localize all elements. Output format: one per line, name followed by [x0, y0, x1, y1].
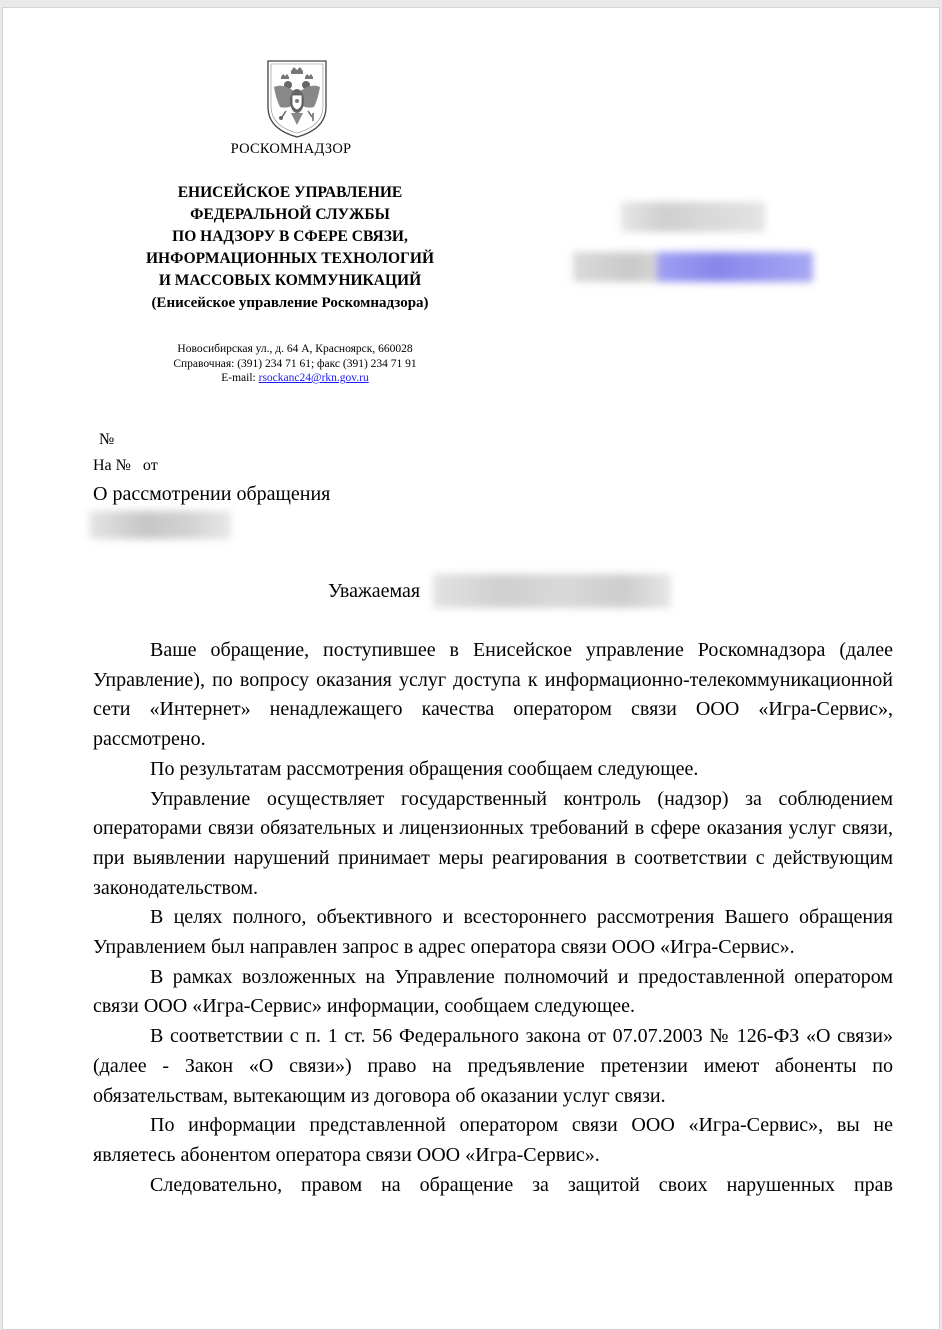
org-line: ФЕДЕРАЛЬНОЙ СЛУЖБЫ [190, 206, 390, 223]
org-short-name: (Енисейское управление Роскомнадзора) [151, 295, 429, 311]
reply-number-label: На № [93, 457, 131, 474]
outgoing-number: № [99, 431, 115, 448]
reply-date-label: от [142, 457, 158, 474]
email-label: E-mail: [221, 372, 259, 384]
document-page [2, 7, 940, 1330]
email-link[interactable]: rsockanc24@rkn.gov.ru [258, 372, 369, 384]
phone-line: Справочная: (391) 234 71 61; факс (391) 234 71 91 [173, 357, 417, 370]
organization-name [99, 182, 481, 314]
letter-subject: О рассмотрении обращения [93, 483, 331, 505]
org-line: И МАССОВЫХ КОММУНИКАЦИЙ [158, 272, 422, 289]
letter-body [93, 636, 893, 1200]
org-line: ЕНИСЕЙСКОЕ УПРАВЛЕНИЕ [177, 184, 403, 201]
reply-reference [93, 457, 158, 475]
redacted-addressee-name [433, 574, 671, 608]
agency-name: РОСКОМНАДЗОР [230, 141, 352, 157]
body-paragraph: Следовательно, правом на обращение за защитой своих нарушенных прав [150, 1173, 893, 1196]
address-line: Новосибирская ул., д. 64 А, Красноярск, 660028 [177, 343, 413, 355]
contact-block [133, 342, 457, 386]
body-paragraph: В целях полного, объективного и всестороннего рассмотрения Вашего обращения Управлением был направлен запрос в адрес оператора связи ООО «Игра-Сервис». [93, 906, 893, 959]
redacted-subject-detail [89, 511, 231, 539]
email-line [133, 371, 457, 386]
org-line: ПО НАДЗОРУ В СФЕРЕ СВЯЗИ, [172, 228, 408, 245]
body-paragraph: Управление осуществляет государственный контроль (надзор) за соблюдением операторами связи обязательных и лицензионных требований в сфере оказания услуг связи, при выявлении нарушений принимает меры реагирования в соответствии с действующим законодательством. [93, 787, 893, 899]
redacted-recipient-email [573, 252, 813, 282]
salutation: Уважаемая [328, 580, 421, 602]
body-paragraph: В рамках возложенных на Управление полномочий и предоставленной оператором связи ООО «Игра-Сервис» информации, сообщаем следующее. [93, 965, 893, 1018]
body-paragraph: По информации представленной оператором связи ООО «Игра-Сервис», вы не являетесь абонентом оператора связи ООО «Игра-Сервис». [93, 1114, 893, 1166]
body-paragraph: По результатам рассмотрения обращения сообщаем следующее. [150, 757, 699, 780]
body-paragraph: Ваше обращение, поступившее в Енисейское управление Роскомнадзора (далее Управление), по вопросу оказания услуг доступа к информационно-телекоммуникационной сети «Интернет» ненадлежащего качества оператором связи ООО «Игра-Сервис», рассмотрено. [93, 639, 893, 751]
coat-of-arms-icon [264, 57, 330, 139]
body-paragraph: В соответствии с п. 1 ст. 56 Федерального закона от 07.07.2003 № 126-ФЗ «О связи» (далее - Закон «О связи») право на предъявление претензии имеют абоненты по обязательствам, вытекающим из договора об оказании услуг связи. [93, 1025, 893, 1107]
org-line: ИНФОРМАЦИОННЫХ ТЕХНОЛОГИЙ [145, 250, 435, 267]
redacted-recipient-name [621, 202, 765, 232]
